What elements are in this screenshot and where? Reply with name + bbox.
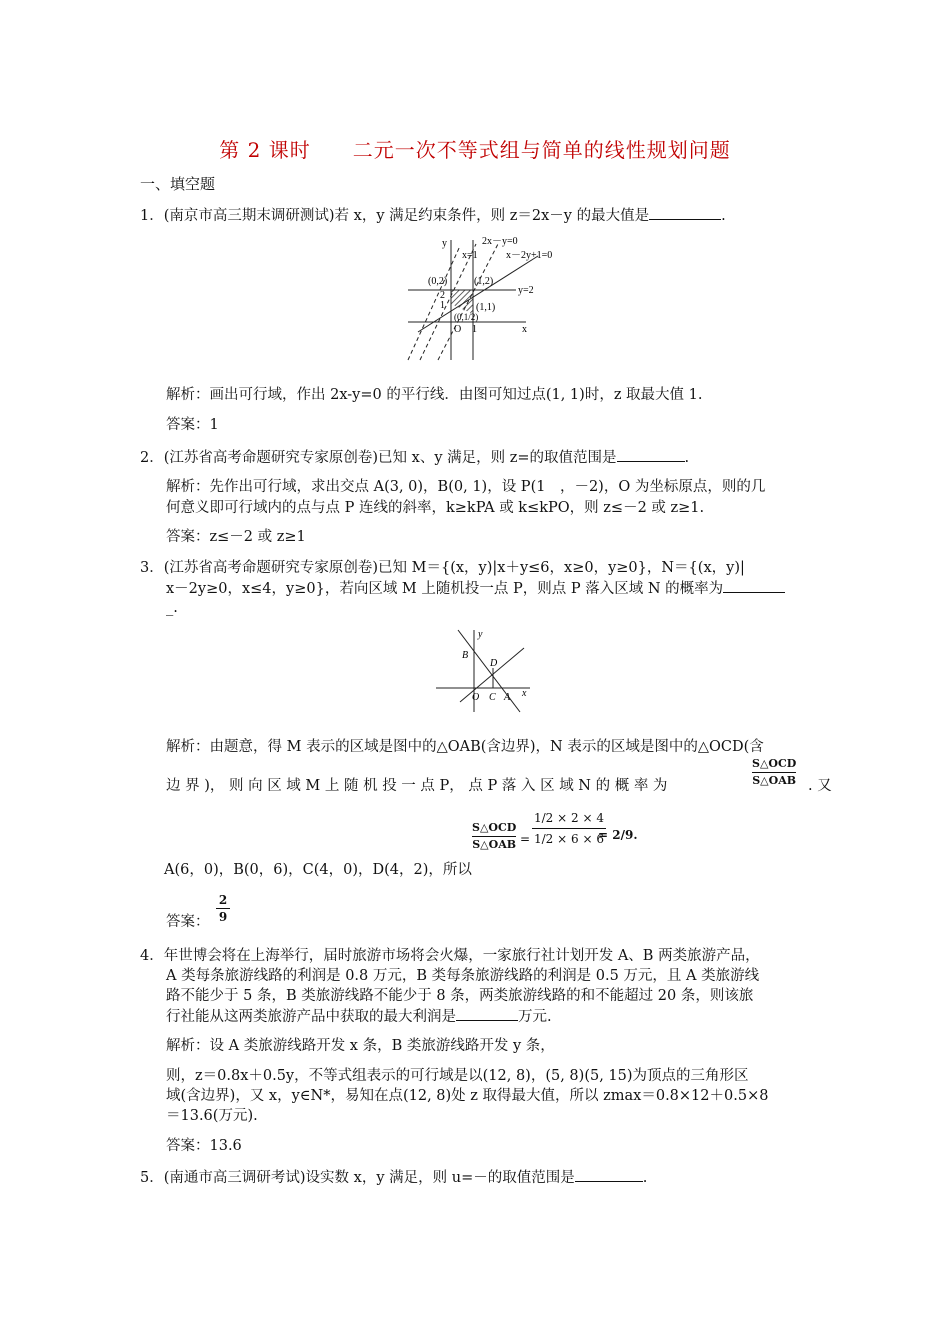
fig1-label-x: x	[522, 324, 527, 335]
q4-line-3: 路不能少于 5 条，B 类旅游线路不能少于 8 条，两类旅游线路的和不能超过 20 条，则该旅	[166, 988, 754, 1004]
q1-end: .	[721, 208, 726, 224]
q2-end: .	[684, 450, 690, 466]
q3-label-C: C	[489, 692, 496, 703]
fig1-label-0half: (0,1/2)	[454, 312, 479, 322]
q4-analysis-3: 域(含边界)，又 x，y∈N*，易知在点(12, 8)处 z 取得最大值，所以 zmax＝0.8×12＋0.5×8	[166, 1088, 769, 1104]
q3-label-O: O	[472, 692, 480, 703]
q3-analysis-1: 解析：由题意，得 M 表示的区域是图中的△OAB(含边界)，N 表示的区域是图中的△OCD(含	[166, 739, 764, 755]
q3-line-2	[166, 578, 785, 599]
q3-fraction-result: = 2/9.	[598, 828, 638, 842]
fig1-label-2x: 2x－y=0	[482, 236, 518, 247]
q4-answer: 答案：13.6	[166, 1138, 242, 1154]
fig1-label-x1: x=1	[462, 250, 478, 261]
fig1-label-11: (1,1)	[476, 302, 496, 313]
q4-blank	[456, 1006, 518, 1021]
fig1-label-y: y	[442, 238, 447, 249]
q3-eq-sign: =	[520, 832, 531, 846]
q3-answer-fraction	[216, 892, 230, 925]
q3-ratio2-num: S△OCD	[472, 820, 516, 837]
q3-answer-label: 答案：	[166, 914, 210, 930]
q4-line-4	[166, 1006, 552, 1027]
q4-analysis-2: 则，z＝0.8x＋0.5y，不等式组表示的可行域是以(12, 8)，(5, 8)(5, 15)为顶点的三角形区	[166, 1068, 749, 1084]
fig1-label-x1tick: 1	[472, 324, 477, 335]
q3-fraction	[532, 808, 606, 849]
q3-ratio2-den: S△OAB	[472, 838, 517, 851]
fig1-label-2: 2	[440, 290, 445, 301]
fig1-label-02: (0,2)	[428, 276, 448, 287]
q3-fraction-bottom: 1/2 × 6 × 6	[534, 832, 604, 846]
q4-analysis-4: ＝13.6(万元).	[166, 1108, 258, 1124]
q1-text	[140, 205, 726, 226]
q3-label-D: D	[490, 658, 498, 669]
fig1-label-y2: y=2	[518, 285, 534, 296]
fig1-label-x2y: x－2y+1=0	[506, 250, 553, 261]
q3-analysis-3: A(6，0)，B(0，6)，C(4，0)，D(4，2)，所以	[164, 862, 472, 878]
q2-blank	[617, 447, 685, 462]
q1-analysis: 解析：画出可行域，作出 2x-y=0 的平行线．由图可知过点(1, 1)时，z 取最大值 1.	[166, 387, 703, 403]
feasible-region	[451, 290, 473, 314]
fig1-label-12: (1,2)	[474, 276, 494, 287]
q2-text	[140, 447, 689, 468]
q3-analysis-2-end: . 又	[808, 778, 832, 794]
q4-line-2: A 类每条旅游线路的利润是 0.8 万元，B 类每条旅游线路的利润是 0.5 万元，且 A 类旅游线	[166, 968, 760, 984]
q3-line-3: _.	[166, 600, 178, 616]
q2-answer: 答案：z≤－2 或 z≥1	[166, 529, 306, 545]
q5-blank	[575, 1167, 643, 1182]
q3-answer-den: 9	[218, 910, 228, 924]
q1-figure	[398, 232, 570, 372]
q3-label-y: y	[478, 629, 483, 640]
q3-label-x: x	[522, 688, 527, 699]
q3-analysis-2: 边 界 )， 则 向 区 域 M 上 随 机 投 一 点 P， 点 P 落 入 区 域 N 的 概 率 为	[166, 778, 668, 794]
q4-line-4a: 行社能从这两类旅游产品中获取的最大利润是	[166, 1009, 456, 1025]
q1-stem: 1．(南京市高三期末调研测试)若 x，y 满足约束条件，则 z＝2x－y 的最大值是	[140, 208, 650, 224]
q3-line-1: 3．(江苏省高考命题研究专家原创卷)已知 M＝{(x，y)|x＋y≤6，x≥0，y≥0}，N＝{(x，y)|	[140, 560, 745, 576]
q4-line-1: 4．年世博会将在上海举行，届时旅游市场将会火爆，一家旅行社计划开发 A、B 两类旅游产品，	[140, 948, 760, 964]
q3-ratio-num: S△OCD	[752, 756, 796, 773]
q3-ratio-2	[472, 820, 516, 853]
q3-line-2-text: x－2y≥0，x≤4，y≥0}，若向区域 M 上随机投一点 P，则点 P 落入区域 N 的概率为	[166, 581, 724, 597]
q3-label-B: B	[462, 650, 469, 661]
q1-blank	[649, 205, 721, 220]
q3-ratio	[752, 756, 796, 789]
q2-analysis-2: 何意义即可行域内的点与点 P 连线的斜率，k≥kPA 或 k≤kPO，则 z≤－2 或 z≥1.	[166, 500, 705, 516]
q5-stem: 5．(南通市高三调研考试)设实数 x，y 满足，则 u=－的取值范围是	[140, 1170, 575, 1186]
q3-blank	[723, 578, 785, 593]
q3-figure	[430, 624, 534, 718]
q4-line-4b: 万元.	[518, 1009, 552, 1025]
page-title: 第 2 课时 二元一次不等式组与简单的线性规划问题	[219, 138, 731, 162]
fig1-label-O: O	[454, 324, 462, 335]
section-heading: 一、填空题	[140, 175, 216, 193]
q3-ratio-den: S△OAB	[752, 774, 797, 787]
q2-stem: 2．(江苏省高考命题研究专家原创卷)已知 x、y 满足，则 z=的取值范围是	[140, 450, 617, 466]
q3-answer-num: 2	[216, 892, 230, 909]
q5-end: .	[642, 1170, 648, 1186]
q1-answer: 答案：1	[166, 417, 219, 433]
q3-label-A: A	[504, 692, 511, 703]
fig1-label-1: 1	[440, 300, 445, 311]
q5-text	[140, 1167, 647, 1188]
q2-analysis-1: 解析：先作出可行域，求出交点 A(3, 0)，B(0, 1)，设 P(1 ，－2)，O 为坐标原点，则的几	[166, 479, 766, 495]
q4-analysis-1: 解析：设 A 类旅游线路开发 x 条，B 类旅游线路开发 y 条，	[166, 1038, 555, 1054]
q3-fraction-top: 1/2 × 2 × 4	[532, 808, 606, 829]
